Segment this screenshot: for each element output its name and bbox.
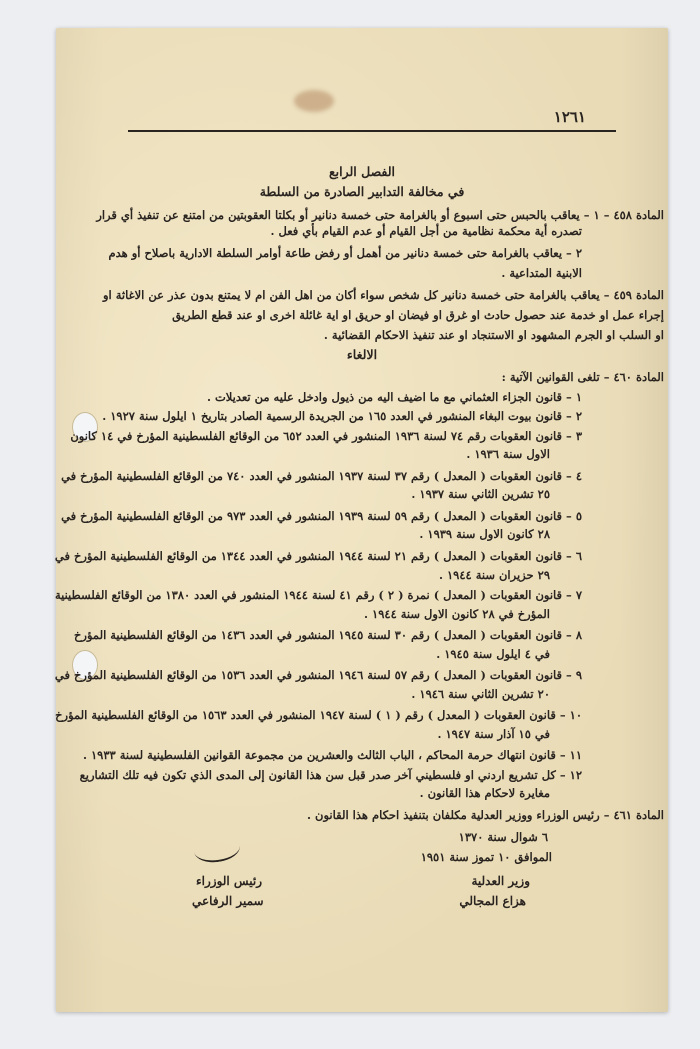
article-460-label: المادة ٤٦٠ –: [603, 370, 664, 384]
repeal-item-12-line1: ١٢ – كل تشريع اردني او فلسطيني آخر صدر قبل سن هذا القانون إلى المدى الذي تكون فيه تلك التشاريع: [79, 768, 582, 782]
repeal-item-6-line2: ٢٩ حزيران سنة ١٩٤٤ .: [438, 568, 550, 582]
ink-stain: [294, 90, 334, 112]
header-rule: [128, 130, 616, 132]
repeal-item-12-line2: مغايرة لاحكام هذا القانون .: [419, 786, 550, 800]
section-repeal: الالغاء: [346, 347, 378, 362]
article-458-p2-line1: ٢ – يعاقب بالغرامة حتى خمسة دنانير من أهمل أو رفض طاعة أوامر السلطة الادارية باصلاح أو هدم: [108, 246, 582, 260]
handwritten-signature-mark: [192, 833, 241, 865]
page-number: ١٢٦١: [553, 108, 586, 126]
document-page: [56, 28, 668, 1012]
repeal-item-2: ٢ – قانون بيوت البغاء المنشور في العدد ١٦٥ من الجريدة الرسمية الصادر بتاريخ ١ ايلول سنة ١٩٢٧ .: [102, 409, 582, 423]
repeal-item-7-line1: ٧ – قانون العقوبات ( المعدل ) نمرة ( ٢ ) رقم ٤١ لسنة ١٩٤٤ المنشور في العدد ١٣٨٠ من الوقائع الفلسطينية: [54, 588, 582, 602]
repeal-item-4-line1: ٤ – قانون العقوبات ( المعدل ) رقم ٣٧ لسنة ١٩٣٧ المنشور في العدد ٧٤٠ من الوقائع الفلسطينية المؤرخ في: [61, 469, 582, 483]
article-458-line1: [96, 208, 664, 222]
repeal-item-8-line1: ٨ – قانون العقوبات ( المعدل ) رقم ٣٠ لسنة ١٩٤٥ المنشور في العدد ١٤٣٦ من الوقائع الفلسطينية المؤرخ: [74, 628, 582, 642]
repeal-item-9-line1: ٩ – قانون العقوبات ( المعدل ) رقم ٥٧ لسنة ١٩٤٦ المنشور في العدد ١٥٣٦ من الوقائع الفلسطينية المؤرخ في: [54, 668, 582, 682]
article-459-line1: [103, 288, 664, 302]
article-460-intro: تلغى القوانين الآتية :: [501, 370, 600, 384]
repeal-item-7-line2: المؤرخ في ٢٨ كانون الاول سنة ١٩٤٤ .: [364, 607, 550, 621]
prime-minister-name: سمير الرفاعي: [192, 894, 264, 908]
repeal-item-11: ١١ – قانون انتهاك حرمة المحاكم ، الباب الثالث والعشرين من مجموعة القوانين الفلسطينية لسنة ١٩٣٣ .: [82, 748, 582, 762]
repeal-item-10-line2: في ١٥ آذار سنة ١٩٤٧ .: [437, 727, 550, 741]
article-458-label: المادة ٤٥٨ – ١ –: [583, 208, 664, 222]
repeal-item-5-line2: ٢٨ كانون الاول سنة ١٩٣٩ .: [419, 527, 550, 541]
article-458-p1-line2: تصدره أية محكمة نظامية من أجل القيام أو عدم القيام بأي فعل .: [270, 224, 582, 238]
article-459-label: المادة ٤٥٩ –: [603, 288, 664, 302]
repeal-item-5-line1: ٥ – قانون العقوبات ( المعدل ) رقم ٥٩ لسنة ١٩٣٩ المنشور في العدد ٩٧٣ من الوقائع الفلسطينية المؤرخ في: [61, 509, 582, 523]
justice-minister-name: هزاع المجالي: [459, 894, 526, 908]
repeal-item-4-line2: ٢٥ تشرين الثاني سنة ١٩٣٧ .: [411, 487, 550, 501]
repeal-item-3-line1: ٣ – قانون العقوبات رقم ٧٤ لسنة ١٩٣٦ المنشور في العدد ٦٥٢ من الوقائع الفلسطينية المؤرخ في ١٤ كانون: [70, 429, 582, 443]
justice-minister-title: وزير العدلية: [471, 874, 530, 888]
repeal-item-6-line1: ٦ – قانون العقوبات ( المعدل ) رقم ٢١ لسنة ١٩٤٤ المنشور في العدد ١٣٤٤ من الوقائع الفلسطينية المؤرخ في: [54, 549, 582, 563]
article-459-line2: إجراء عمل او خدمة عند حصول حادث او غرق او فيضان او حريق او اية غائلة اخرى او عند قطع الطريق: [172, 308, 664, 322]
repeal-item-3-line2: الاول سنة ١٩٣٦ .: [466, 447, 550, 461]
repeal-item-9-line2: ٢٠ تشرين الثاني سنة ١٩٤٦ .: [411, 687, 550, 701]
date-gregorian: الموافق ١٠ تموز سنة ١٩٥١: [420, 850, 552, 864]
article-460-intro-line: [502, 370, 664, 384]
article-461-label: المادة ٤٦١ –: [603, 808, 664, 822]
article-461-line: [307, 808, 664, 822]
chapter-subtitle: في مخالفة التدابير الصادرة من السلطة: [259, 184, 465, 199]
repeal-item-10-line1: ١٠ – قانون العقوبات ( المعدل ) رقم ( ١ ) لسنة ١٩٤٧ المنشور في العدد ١٥٦٣ من الوقائع الفلسطينية المؤرخ: [55, 708, 582, 722]
date-hijri: ٦ شوال سنة ١٣٧٠: [458, 830, 548, 844]
chapter-title: الفصل الرابع: [328, 164, 396, 179]
article-458-p2-line2: الابنية المتداعية .: [501, 266, 582, 280]
article-459-text1: يعاقب بالغرامة حتى خمسة دنانير كل شخص سواء أكان من اهل الفن ام لا يمتنع بدون عذر عن الاغاثة او: [102, 288, 600, 302]
article-459-line3: او السلب او الجرم المشهود او الاستنجاد او عند تنفيذ الاحكام القضائية .: [323, 328, 664, 342]
prime-minister-title: رئيس الوزراء: [196, 874, 262, 888]
repeal-item-8-line2: في ٤ ايلول سنة ١٩٤٥ .: [436, 647, 550, 661]
repeal-item-1: ١ – قانون الجزاء العثماني مع ما اضيف اليه من ذيول وادخل عليه من تعديلات .: [206, 390, 582, 404]
article-458-p1-line1: يعاقب بالحبس حتى اسبوع أو بالغرامة حتى خمسة دنانير أو بكلتا العقوبتين من امتنع عن تنفيذ أي قرار: [96, 208, 580, 222]
article-461-text: رئيس الوزراء ووزير العدلية مكلفان بتنفيذ احكام هذا القانون .: [307, 808, 600, 822]
